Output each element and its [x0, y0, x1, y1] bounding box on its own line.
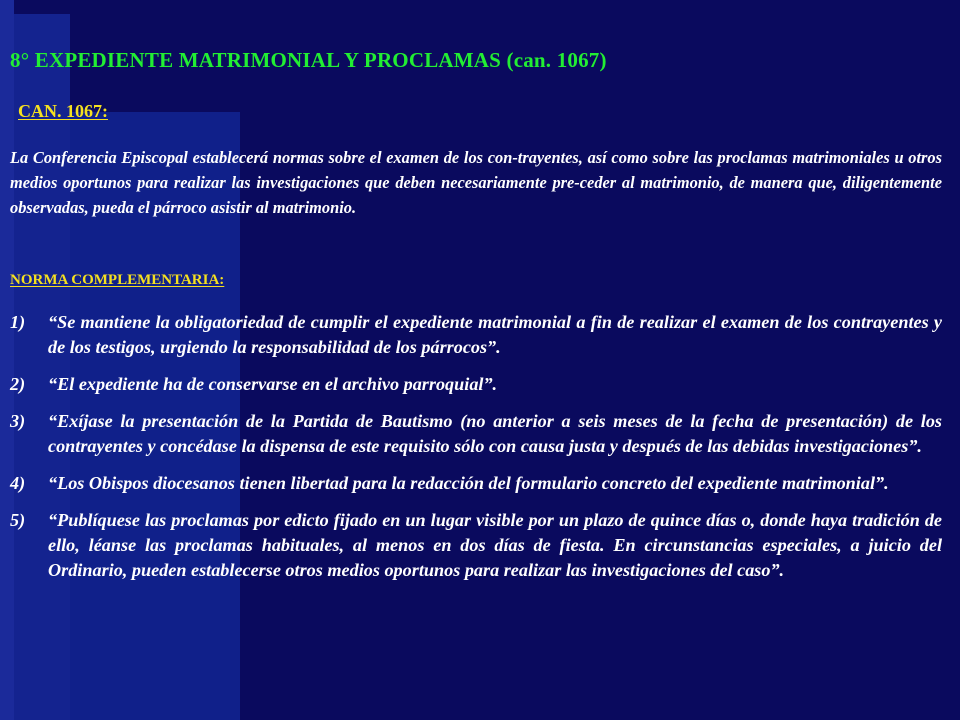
- slide-title: 8° EXPEDIENTE MATRIMONIAL Y PROCLAMAS (can. 1067): [10, 48, 607, 72]
- norm-text: “Exíjase la presentación de la Partida de Bautismo (no anterior a seis meses de la fecha de presentación) de los contrayentes y concédase la dispensa de este requisito sólo con causa justa y después de las debidas investigaciones”.: [48, 411, 942, 456]
- norm-item-4: [10, 471, 942, 496]
- norm-item-1: [10, 310, 942, 360]
- norm-text: “Los Obispos diocesanos tienen libertad para la redacción del formulario concreto del expediente matrimonial”.: [48, 473, 889, 493]
- norm-item-2: [10, 372, 942, 397]
- norm-item-3: [10, 409, 942, 459]
- canon-label: CAN. 1067:: [18, 101, 108, 121]
- norm-item-5: [10, 508, 942, 583]
- norm-number: 5): [10, 510, 26, 530]
- norm-text: “Publíquese las proclamas por edicto fijado en un lugar visible por un plazo de quince días o, donde haya tradición de ello, léanse las proclamas habituales, al menos en dos días de fiesta. En circunstancias especiales, a juicio del Ordinario, pueden establecerse otros medios oportunos para realizar las investigaciones del caso”.: [48, 510, 942, 580]
- norm-number: 4): [10, 473, 26, 493]
- norm-number: 1): [10, 312, 26, 332]
- canon-text: La Conferencia Episcopal establecerá normas sobre el examen de los con-trayentes, así como sobre las proclamas matrimoniales u otros medios oportunos para realizar las investigaciones que deben necesariamente pre-ceder al matrimonio, de manera que, diligentemente observadas, pueda el párroco asistir al matrimonio.: [10, 148, 942, 217]
- norm-text: “Se mantiene la obligatoriedad de cumplir el expediente matrimonial a fin de realizar el examen de los contrayentes y de los testigos, urgiendo la responsabilidad de los párrocos”.: [48, 312, 942, 357]
- norm-number: 2): [10, 374, 26, 394]
- norms-list: [10, 310, 942, 595]
- norm-text: “El expediente ha de conservarse en el archivo parroquial”.: [48, 374, 498, 394]
- norma-complementaria-label: NORMA COMPLEMENTARIA:: [10, 272, 225, 288]
- norm-number: 3): [10, 411, 26, 431]
